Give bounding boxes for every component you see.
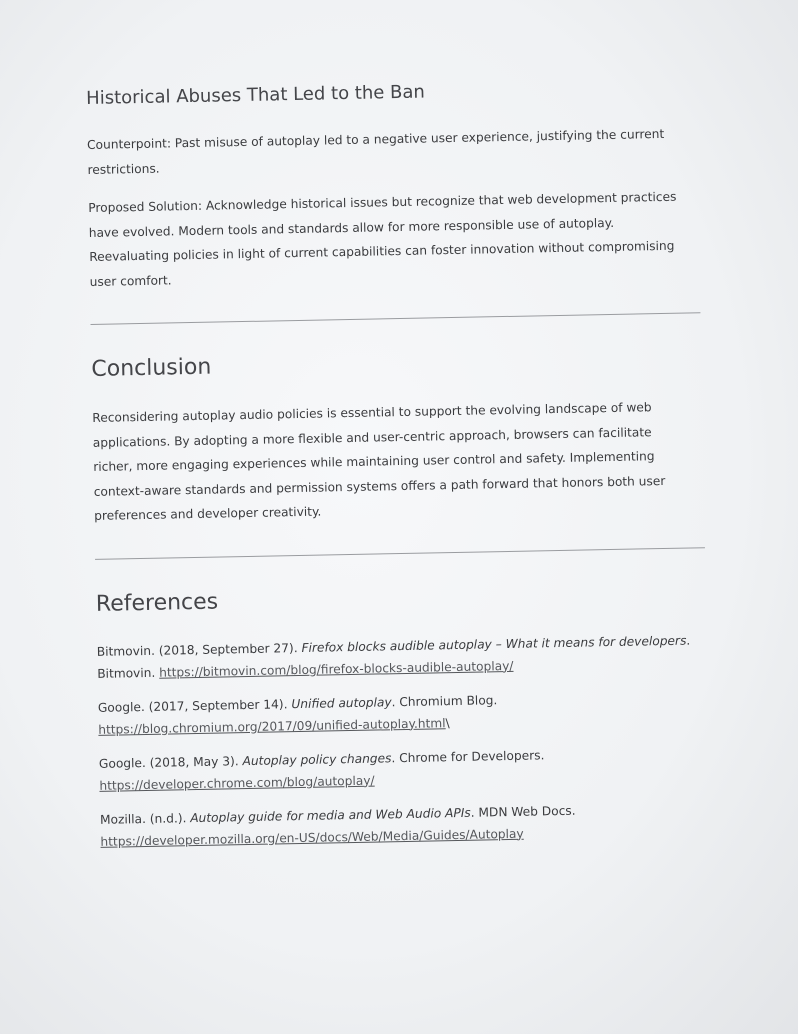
conclusion-paragraph: Reconsidering autoplay audio policies is essential to support the evolving landscape of web applications. By adopting a more flexible and user-centric approach, browsers can facilitate richer, more engaging experiences while maintaining user control and safety. Implementing context-aware standards and permission systems offers a path forward that honors both user preferences and developer creativity. xyxy=(92,394,694,528)
section-heading-references: References xyxy=(96,580,706,617)
divider xyxy=(95,547,705,560)
reference-item xyxy=(97,629,708,685)
reference-author-date: Mozilla. (n.d.). xyxy=(100,811,190,827)
reference-title: Unified autoplay xyxy=(291,695,392,711)
reference-list xyxy=(97,629,711,853)
counterpoint-paragraph: Counterpoint: Past misuse of autoplay led to a negative user experience, justifying the current restrictions. xyxy=(87,122,678,182)
reference-source: . MDN Web Docs. xyxy=(471,803,576,819)
reference-title: Firefox blocks audible autoplay – What it means for developers xyxy=(301,633,686,654)
reference-item xyxy=(98,685,709,741)
reference-link[interactable]: https://blog.chromium.org/2017/09/unified-autoplay.html xyxy=(98,716,446,737)
divider xyxy=(91,312,701,325)
reference-author-date: Bitmovin. (2018, September 27). xyxy=(97,640,302,658)
reference-author-date: Google. (2018, May 3). xyxy=(99,754,243,771)
reference-link[interactable]: https://bitmovin.com/blog/firefox-blocks-audible-autoplay/ xyxy=(159,658,514,679)
reference-author-date: Google. (2017, September 14). xyxy=(98,697,292,715)
reference-source: . Chrome for Developers. xyxy=(391,748,544,765)
section-heading-historical-abuses: Historical Abuses That Led to the Ban xyxy=(86,76,696,109)
reference-link[interactable]: https://developer.mozilla.org/en-US/docs/Web/Media/Guides/Autoplay xyxy=(100,826,523,848)
reference-item xyxy=(100,797,711,853)
reference-source: . Bitmovin. xyxy=(97,633,690,680)
reference-link[interactable]: https://developer.chrome.com/blog/autoplay/ xyxy=(99,773,374,792)
reference-title: Autoplay guide for media and Web Audio APIs xyxy=(190,805,471,824)
reference-tail: \ xyxy=(445,716,449,730)
document-content xyxy=(86,76,711,864)
reference-source: . Chromium Blog. xyxy=(391,693,497,709)
reference-item xyxy=(99,741,710,797)
proposed-solution-paragraph: Proposed Solution: Acknowledge historical issues but recognize that web development practices have evolved. Modern tools and standards allow for more responsible use of autoplay. Reevaluating policies in light of current capabilities can foster innovation without compromising user comfort. xyxy=(88,185,680,294)
reference-title: Autoplay policy changes xyxy=(242,751,391,768)
section-heading-conclusion: Conclusion xyxy=(91,345,701,382)
